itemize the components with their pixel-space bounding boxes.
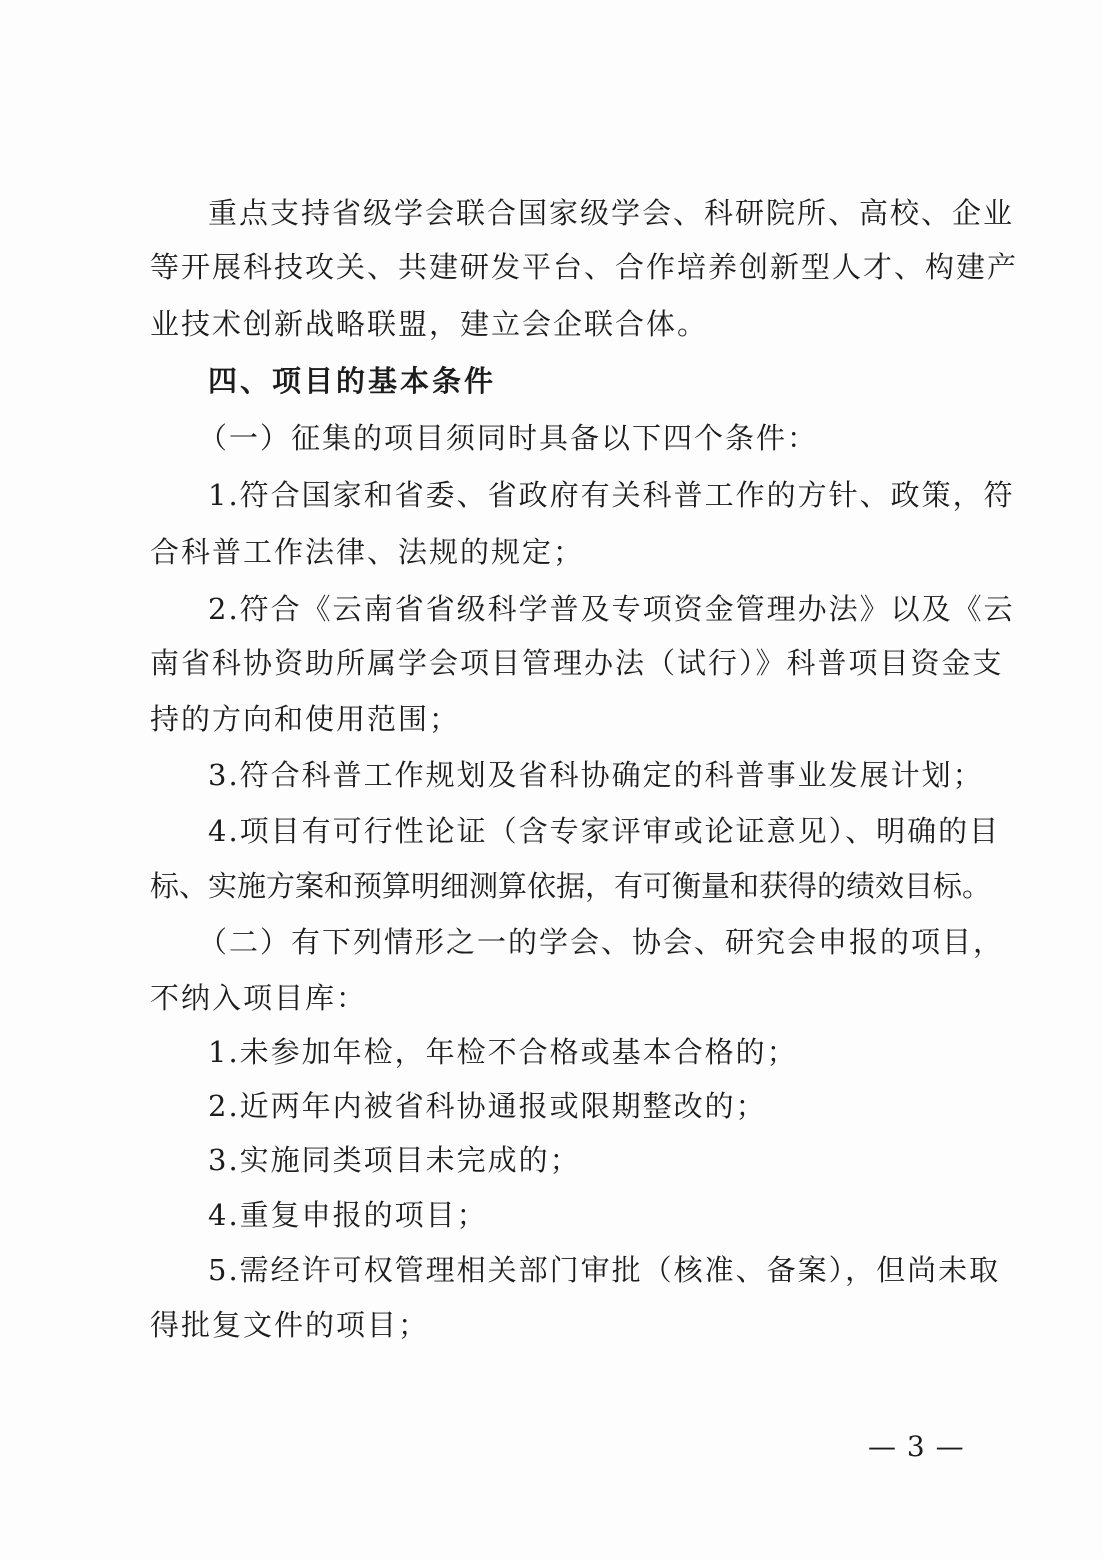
- paragraph-line: 持的方向和使用范围；: [150, 702, 461, 736]
- list-item: 5.需经许可权管理相关部门审批（核准、备案），但尚未取: [208, 1253, 1001, 1287]
- paragraph-line: 3.符合科普工作规划及省科协确定的科普事业发展计划；: [208, 758, 984, 792]
- paragraph-line: 合科普工作法律、法规的规定；: [150, 535, 585, 569]
- paragraph-line: 得批复文件的项目；: [150, 1308, 430, 1342]
- paragraph-line: 业技术创新战略联盟，建立会企联合体。: [150, 307, 709, 341]
- list-item: 2.近两年内被省科协通报或限期整改的；: [208, 1089, 767, 1123]
- paragraph-line: 不纳入项目库：: [150, 981, 368, 1015]
- paragraph-line: 重点支持省级学会联合国家级学会、科研院所、高校、企业: [208, 196, 1015, 230]
- list-item: 4.重复申报的项目；: [208, 1198, 488, 1232]
- paragraph-line: 2.符合《云南省省级科学普及专项资金管理办法》以及《云: [208, 592, 1015, 626]
- subsection-heading: （一）征集的项目须同时具备以下四个条件：: [198, 421, 819, 455]
- paragraph-line: 1.符合国家和省委、省政府有关科普工作的方针、政策，符: [208, 478, 1015, 512]
- paragraph-line: 标、实施方案和预算明细测算依据，有可衡量和获得的绩效目标。: [150, 869, 992, 903]
- list-item: 3.实施同类项目未完成的；: [208, 1143, 581, 1177]
- page-number: — 3 —: [868, 1430, 965, 1463]
- paragraph-line: 南省科协资助所属学会项目管理办法（试行）》科普项目资金支: [150, 646, 1004, 680]
- section-heading: 四、项目的基本条件: [208, 364, 497, 398]
- list-item: 1.未参加年检，年检不合格或基本合格的；: [208, 1035, 798, 1069]
- paragraph-line: 等开展科技攻关、共建研发平台、合作培养创新型人才、构建产: [150, 250, 1019, 284]
- subsection-heading: （二）有下列情形之一的学会、协会、研究会申报的项目，: [198, 925, 1005, 959]
- paragraph-line: 4.项目有可行性论证（含专家评审或论证意见）、明确的目: [208, 814, 1001, 848]
